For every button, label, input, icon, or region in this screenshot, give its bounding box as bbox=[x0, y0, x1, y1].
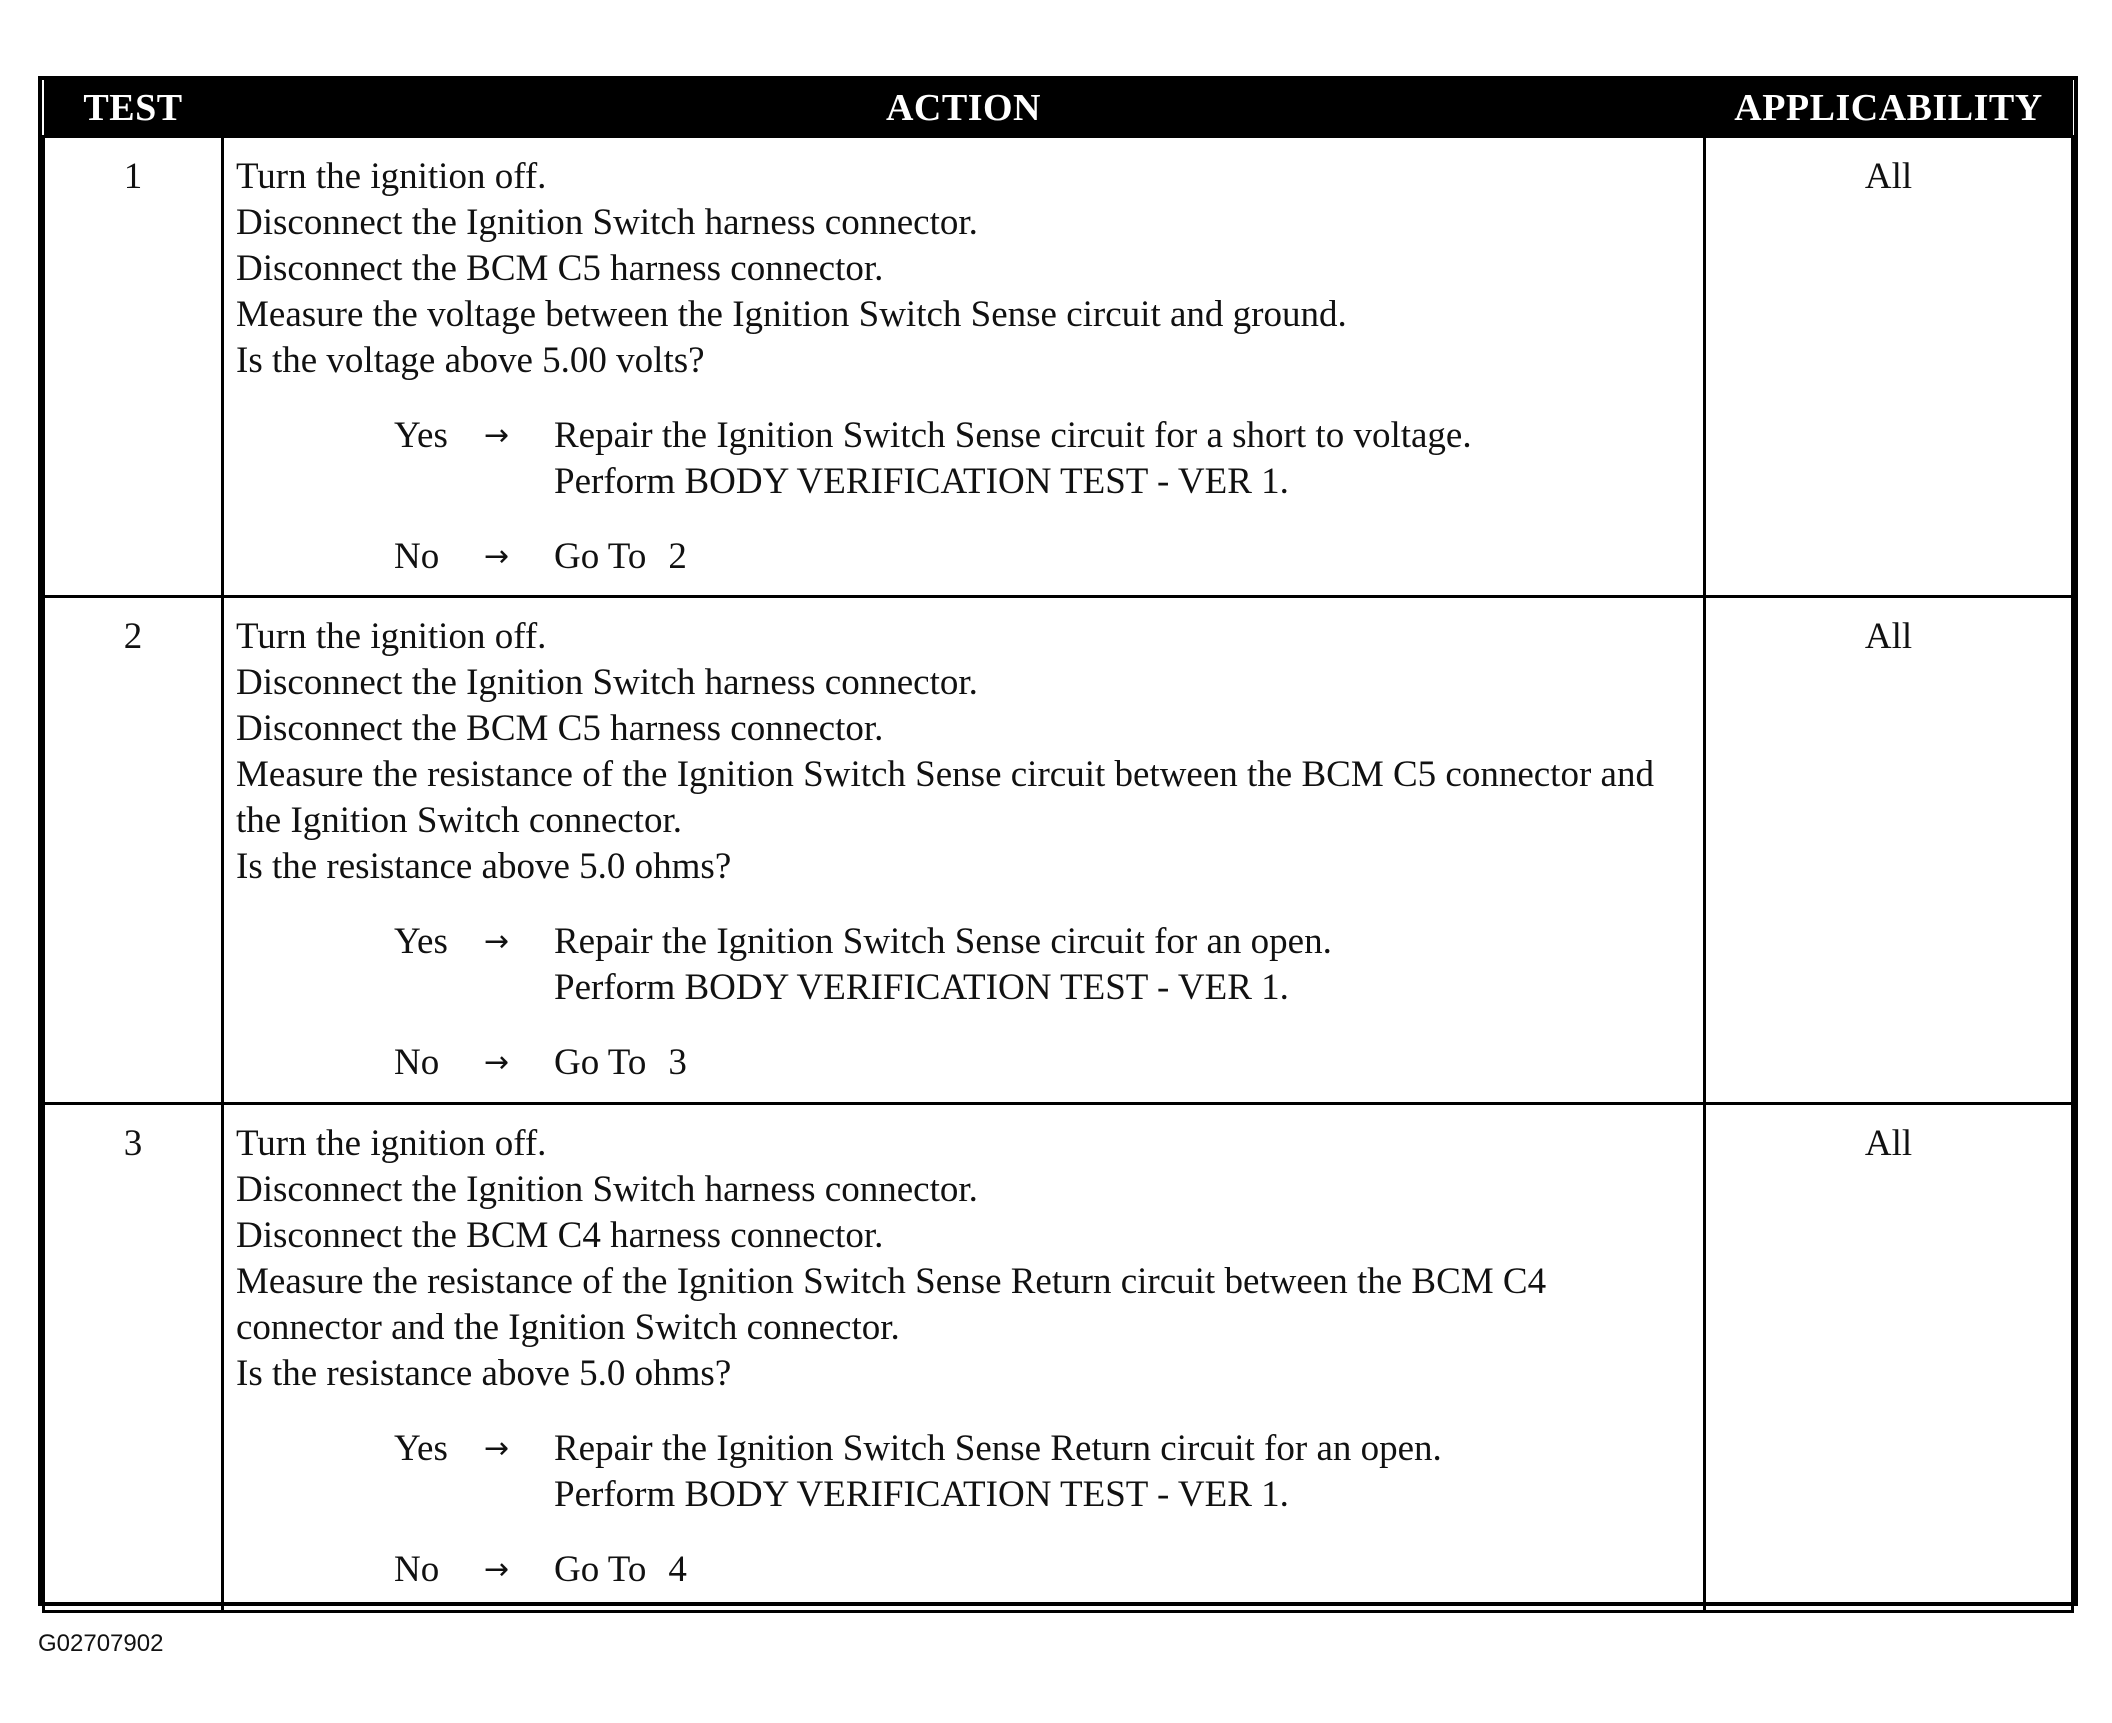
goto-text: Go To bbox=[554, 536, 647, 577]
yes-result bbox=[394, 413, 1693, 505]
applicability-value: All bbox=[1705, 597, 2073, 1104]
right-arrow-icon: → bbox=[484, 418, 510, 453]
action-step: Disconnect the Ignition Switch harness connector. bbox=[236, 202, 978, 243]
no-result bbox=[394, 1040, 1693, 1086]
no-label: No bbox=[394, 1549, 440, 1590]
diagnostic-test-table-frame bbox=[38, 76, 2078, 1606]
action-cell bbox=[223, 137, 1705, 597]
action-step: Is the voltage above 5.00 volts? bbox=[236, 340, 705, 381]
test-number: 3 bbox=[44, 1104, 223, 1612]
yes-result bbox=[394, 1426, 1693, 1518]
right-arrow-icon: → bbox=[484, 539, 510, 574]
yes-result bbox=[394, 919, 1693, 1011]
header-applicability: APPLICABILITY bbox=[1705, 80, 2073, 137]
table-row bbox=[44, 137, 2073, 597]
action-steps bbox=[236, 1121, 1693, 1397]
action-steps bbox=[236, 614, 1693, 890]
action-step: Disconnect the Ignition Switch harness connector. bbox=[236, 662, 978, 703]
outcome-line: Repair the Ignition Switch Sense circuit for an open. bbox=[554, 921, 1332, 962]
action-cell bbox=[223, 597, 1705, 1104]
outcome-line: Perform BODY VERIFICATION TEST - VER 1. bbox=[554, 967, 1289, 1008]
no-outcome bbox=[554, 1547, 1693, 1593]
goto-number: 2 bbox=[668, 536, 687, 577]
no-result bbox=[394, 534, 1693, 580]
right-arrow-icon: → bbox=[484, 1431, 510, 1466]
yes-label: Yes bbox=[394, 921, 448, 962]
table-row bbox=[44, 1104, 2073, 1612]
outcome-line: Perform BODY VERIFICATION TEST - VER 1. bbox=[554, 461, 1289, 502]
goto-text: Go To bbox=[554, 1549, 647, 1590]
header-test: TEST bbox=[44, 80, 223, 137]
no-outcome bbox=[554, 534, 1693, 580]
action-step: Disconnect the BCM C5 harness connector. bbox=[236, 248, 884, 289]
yes-label: Yes bbox=[394, 1428, 448, 1469]
outcome-line: Perform BODY VERIFICATION TEST - VER 1. bbox=[554, 1474, 1289, 1515]
goto-number: 4 bbox=[668, 1549, 687, 1590]
action-step: Is the resistance above 5.0 ohms? bbox=[236, 1353, 732, 1394]
no-result bbox=[394, 1547, 1693, 1593]
right-arrow-icon: → bbox=[484, 1552, 510, 1587]
action-steps bbox=[236, 154, 1693, 384]
outcome-line: Repair the Ignition Switch Sense Return circuit for an open. bbox=[554, 1428, 1442, 1469]
outcome-line: Repair the Ignition Switch Sense circuit for a short to voltage. bbox=[554, 415, 1472, 456]
figure-id: G02707902 bbox=[38, 1630, 164, 1657]
table-header-row bbox=[44, 80, 2073, 137]
applicability-value: All bbox=[1705, 137, 2073, 597]
goto-text: Go To bbox=[554, 1042, 647, 1083]
action-step: Disconnect the Ignition Switch harness connector. bbox=[236, 1169, 978, 1210]
action-step: Measure the voltage between the Ignition Switch Sense circuit and ground. bbox=[236, 294, 1347, 335]
right-arrow-icon: → bbox=[484, 924, 510, 959]
yes-outcome bbox=[554, 919, 1693, 1011]
action-step: Turn the ignition off. bbox=[236, 616, 547, 657]
applicability-value: All bbox=[1705, 1104, 2073, 1612]
action-step: Is the resistance above 5.0 ohms? bbox=[236, 846, 732, 887]
yes-outcome bbox=[554, 1426, 1693, 1518]
action-step: Measure the resistance of the Ignition Switch Sense Return circuit between the BCM C4 connector and the Ignition Switch connector. bbox=[236, 1261, 1547, 1348]
test-number: 2 bbox=[44, 597, 223, 1104]
yes-label: Yes bbox=[394, 415, 448, 456]
action-cell bbox=[223, 1104, 1705, 1612]
action-step: Turn the ignition off. bbox=[236, 1123, 547, 1164]
no-label: No bbox=[394, 1042, 440, 1083]
no-outcome bbox=[554, 1040, 1693, 1086]
action-step: Disconnect the BCM C5 harness connector. bbox=[236, 708, 884, 749]
no-label: No bbox=[394, 536, 440, 577]
table-row bbox=[44, 597, 2073, 1104]
action-step: Measure the resistance of the Ignition Switch Sense circuit between the BCM C5 connector and the Ignition Switch connector. bbox=[236, 754, 1654, 841]
test-number: 1 bbox=[44, 137, 223, 597]
right-arrow-icon: → bbox=[484, 1045, 510, 1080]
action-step: Disconnect the BCM C4 harness connector. bbox=[236, 1215, 884, 1256]
yes-outcome bbox=[554, 413, 1693, 505]
action-step: Turn the ignition off. bbox=[236, 156, 547, 197]
diagnostic-test-table bbox=[42, 80, 2074, 1613]
goto-number: 3 bbox=[668, 1042, 687, 1083]
header-action: ACTION bbox=[223, 80, 1705, 137]
